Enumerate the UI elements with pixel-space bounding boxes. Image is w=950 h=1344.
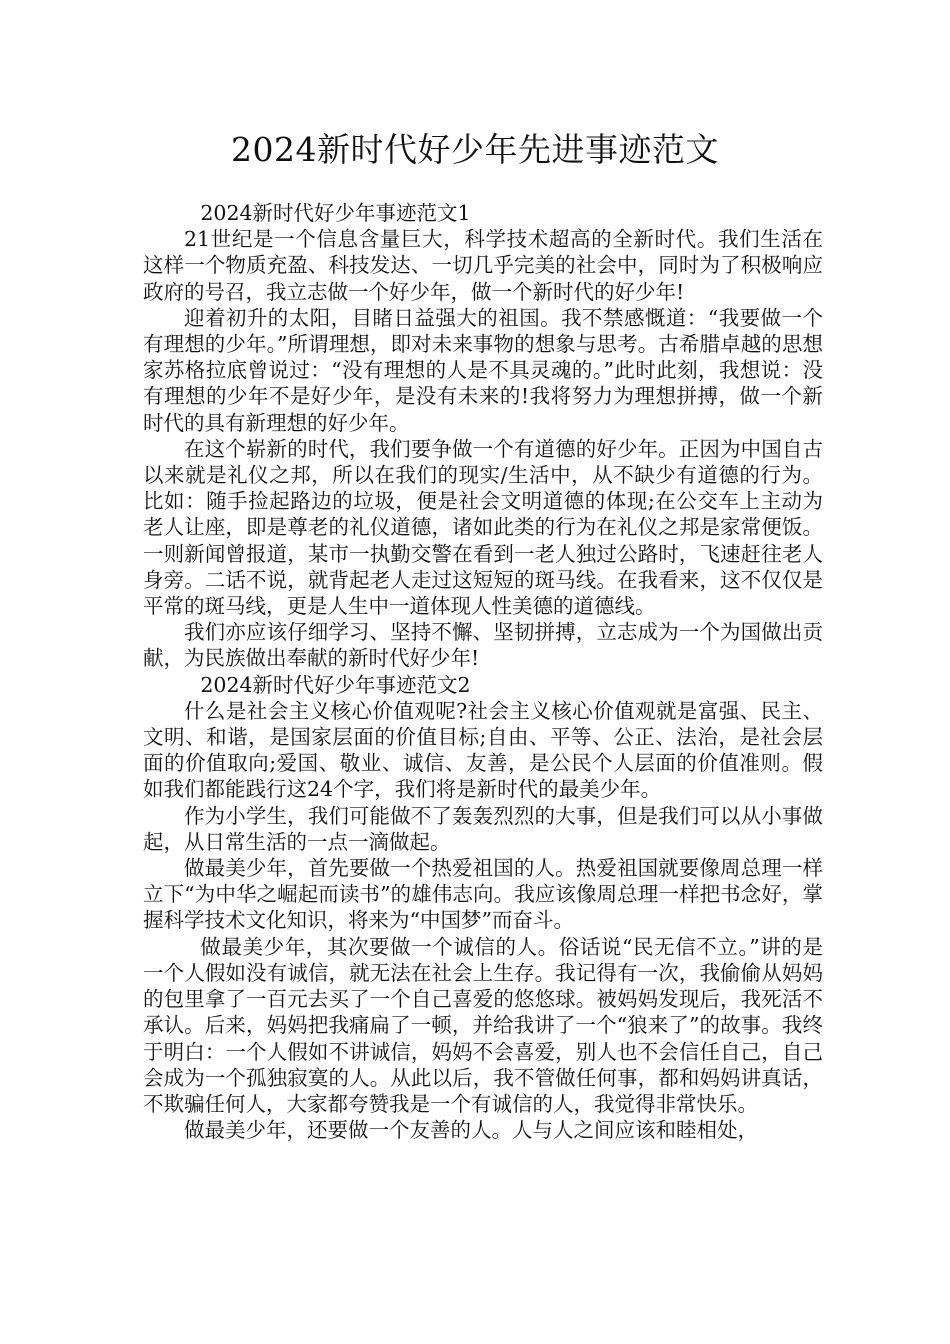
paragraph: 做最美少年，其次要做一个诚信的人。俗话说“民无信不立。”讲的是一个人假如没有诚信，就无法在社会上生存。我记得有一次，我偷偷从妈妈的包里拿了一百元去买了一个自己喜爱的悠悠球。被妈妈发现后，我死活不承认。后来，妈妈把我痛扁了一顿，并给我讲了一个“狼来了”的故事。我终于明白：一个人假如不讲诚信，妈妈不会喜爱，别人也不会信任自己，自己会成为一个孤独寂寞的人。从此以后，我不管做任何事，都和妈妈讲真话，不欺骗任何人，大家都夸赞我是一个有诚信的人，我觉得非常快乐。 — [143, 934, 823, 1116]
paragraph: 做最美少年，首先要做一个热爱祖国的人。热爱祖国就要像周总理一样立下“为中华之崛起而读书”的雄伟志向。我应该像周总理一样把书念好，掌握科学技术文化知识，将来为“中国梦”而奋斗。 — [143, 856, 823, 933]
section-heading-2: 2024新时代好少年事迹范文2 — [200, 672, 471, 697]
paragraph: 迎着初升的太阳，目睹日益强大的祖国。我不禁感慨道：“我要做一个有理想的少年。”所谓理想，即对未来事物的想象与思考。古希腊卓越的思想家苏格拉底曾说过：“没有理想的人是不具灵魂的。”此时此刻，我想说：没有理想的少年不是好少年，是没有未来的!我将努力为理想拼搏，做一个新时代的具有新理想的好少年。 — [143, 305, 823, 435]
document-body — [143, 200, 823, 1143]
section-heading-1: 2024新时代好少年事迹范文1 — [200, 201, 471, 225]
document-title: 2024新时代好少年先进事迹范文 — [231, 130, 719, 169]
paragraph: 什么是社会主义核心价值观呢?社会主义核心价值观就是富强、民主、文明、和谐，是国家层面的价值目标;自由、平等、公正、法治，是社会层面的价值取向;爱国、敬业、诚信、友善，是公民个人层面的价值准则。假如我们都能践行这24个字，我们将是新时代的最美少年。 — [143, 698, 823, 802]
paragraph: 作为小学生，我们可能做不了轰轰烈烈的大事，但是我们可以从小事做起，从日常生活的一点一滴做起。 — [143, 803, 823, 854]
paragraph: 21世纪是一个信息含量巨大，科学技术超高的全新时代。我们生活在这样一个物质充盈、科技发达、一切几乎完美的社会中，同时为了积极响应政府的号召，我立志做一个好少年，做一个新时代的好少年! — [143, 227, 823, 304]
paragraph: 在这个崭新的时代，我们要争做一个有道德的好少年。正因为中国自古以来就是礼仪之邦，所以在我们的现实/生活中，从不缺少有道德的行为。比如：随手捡起路边的垃圾，便是社会文明道德的体现;在公交车上主动为老人让座，即是尊老的礼仪道德，诸如此类的行为在礼仪之邦是家常便饭。一则新闻曾报道，某市一执勤交警在看到一老人独过公路时，飞速赶往老人身旁。二话不说，就背起老人走过这短短的斑马线。在我看来，这不仅仅是平常的斑马线，更是人生中一道体现人性美德的道德线。 — [143, 436, 823, 619]
paragraph: 我们亦应该仔细学习、坚持不懈、坚韧拼搏，立志成为一个为国做出贡献，为民族做出奉献的新时代好少年! — [143, 620, 823, 671]
paragraph: 做最美少年，还要做一个友善的人。人与人之间应该和睦相处， — [184, 1118, 758, 1143]
